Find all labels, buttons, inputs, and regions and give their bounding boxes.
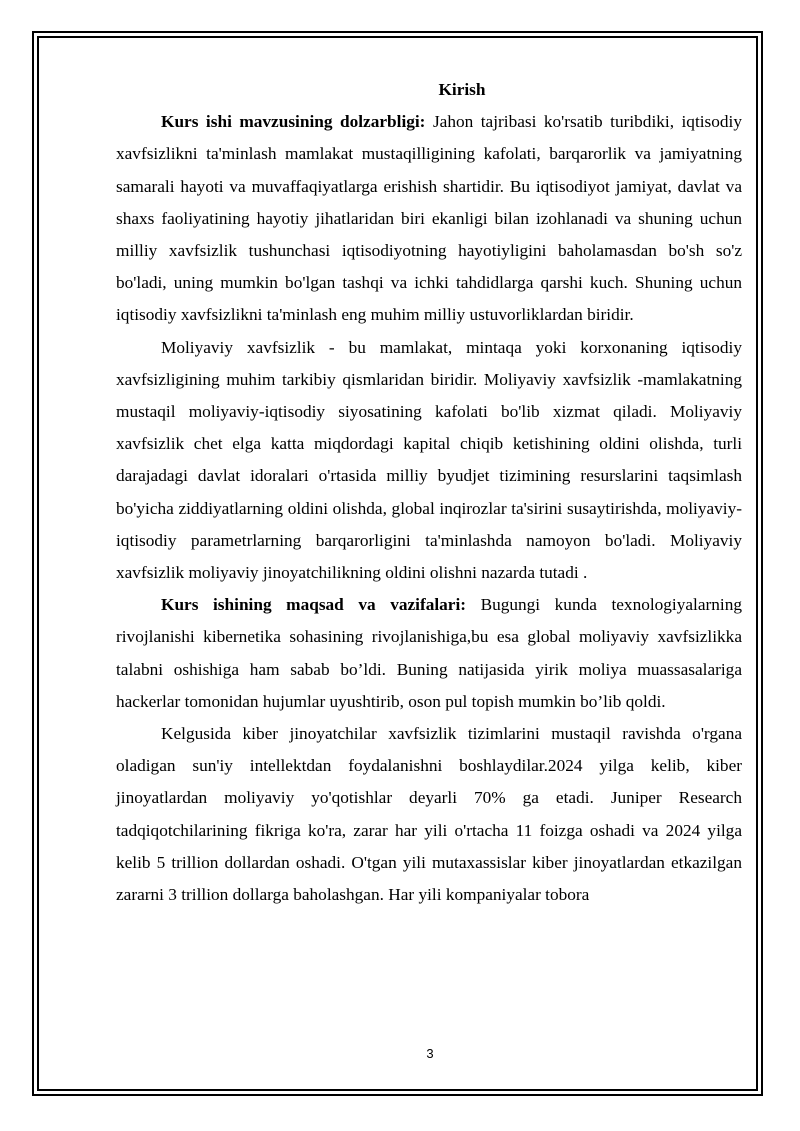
page-number: 3 — [426, 1046, 434, 1061]
page-content — [116, 74, 742, 911]
paragraph-3-lead: Kurs ishining maqsad va vazifalari: — [161, 595, 467, 615]
paragraph-3-text: Bugungi kunda texnologiyalarning rivojlanishi kibernetika sohasining rivojlanishiga,bu esa global moliyaviy xavfsizlikka talabni oshishiga ham sabab bo’ldi. Buning natijasida yirik moliya muassasalariga hackerlar tomonidan hujumlar uyushtirib, oson pul topish mumkin bo’lib qoldi. — [116, 595, 742, 711]
paragraph-3 — [116, 589, 742, 718]
paragraph-4-text: Kelgusida kiber jinoyatchilar xavfsizlik tizimlarini mustaqil ravishda o'rgana oladigan sun'iy intellektdan foydalanishni boshlaydilar.2024 yilga kelib, kiber jinoyatlardan moliyaviy yo'qotishlar deyarli 70% ga etadi. Juniper Research tadqiqotchilarining fikriga ko'ra, zarar har yili o'rtacha 11 foizga oshadi va 2024 yilga kelib 5 trillion dollardan oshadi. O'tgan yili mutaxassislar kiber jinoyatlardan etkazilgan zararni 3 trillion dollarga baholashgan. Har yili kompaniyalar tobora — [116, 724, 742, 905]
paragraph-2-text: Moliyaviy xavfsizlik - bu mamlakat, mintaqa yoki korxonaning iqtisodiy xavfsizligining muhim tarkibiy qismlaridan biridir. Moliyaviy xavfsizlik -mamlakatning mustaqil moliyaviy-iqtisodiy siyosatining kafolati bo'lib xizmat qiladi. Moliyaviy xavfsizlik chet elga katta miqdordagi kapital chiqib ketishining oldini olishda, turli darajadagi davlat idoralari o'rtasida milliy byudjet tizimining resurslarini taqsimlash bo'yicha ziddiyatlarning oldini olishda, global inqirozlar ta'sirini susaytirishda, moliyaviy-iqtisodiy parametrlarning barqarorligini ta'minlashda namoyon bo'ladi. Moliyaviy xavfsizlik moliyaviy jinoyatchilikning oldini olishni nazarda tutadi . — [116, 337, 742, 583]
paragraph-2 — [116, 332, 742, 590]
paragraph-1-text: Jahon tajribasi ko'rsatib turibdiki, iqtisodiy xavfsizlikni ta'minlash mamlakat mustaqilligining kafolati, barqarorlik va jamiyatning samarali hayoti va muvaffaqiyatlarga erishish shartidir. Bu iqtisodiyot jamiyat, davlat va shaxs faoliyatining hayotiy jihatlaridan biri ekanligi bilan izohlanadi va shuning uchun milliy xavfsizlik tushunchasi iqtisodiyotning hayotiyligini baholamasdan bo'sh so'z bo'ladi, uning mumkin bo'lgan tashqi va ichki tahdidlarga qarshi kuch. Shuning uchun iqtisodiy xavfsizlikni ta'minlash eng muhim milliy ustuvorliklardan biridir. — [116, 112, 742, 325]
paragraph-4 — [116, 718, 742, 911]
paragraph-1 — [116, 106, 742, 331]
paragraph-1-lead: Kurs ishi mavzusining dolzarbligi: — [161, 112, 426, 132]
section-heading: Kirish — [438, 80, 486, 99]
